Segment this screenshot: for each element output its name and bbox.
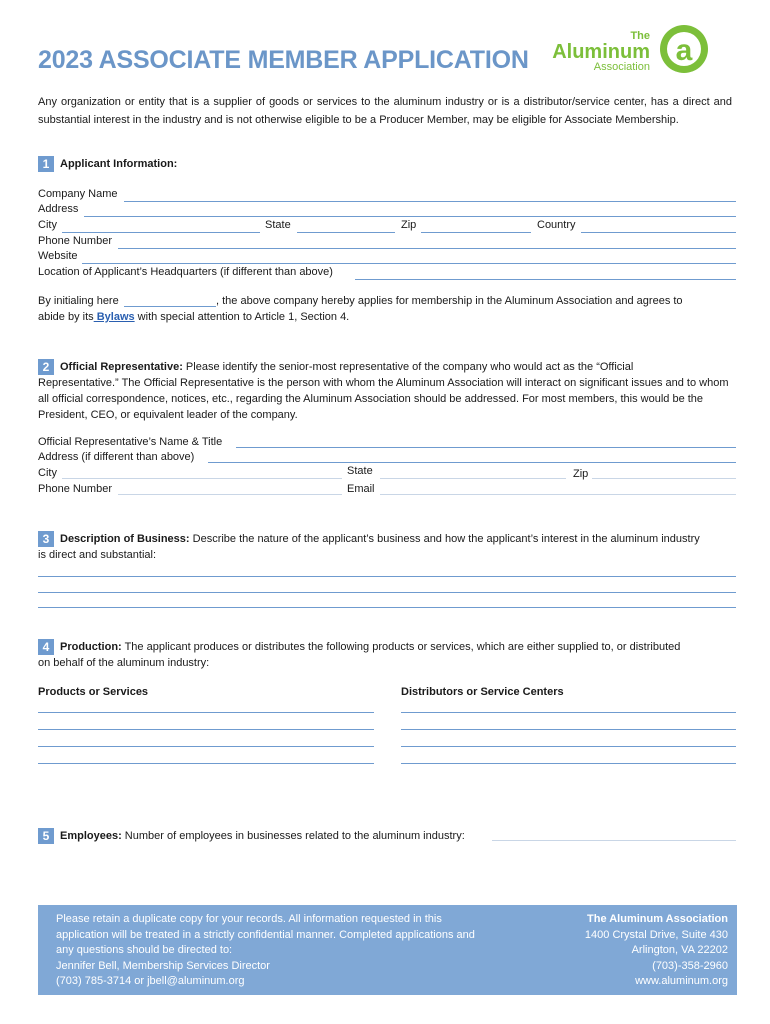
rep-email-label: Email xyxy=(347,483,375,495)
rep-state-field[interactable] xyxy=(380,478,566,479)
section-title: Production: xyxy=(60,641,122,653)
rep-address-field[interactable] xyxy=(208,462,736,463)
website-field[interactable] xyxy=(82,263,736,264)
initial-field[interactable] xyxy=(124,306,216,307)
footer-notice-line: Jennifer Bell, Membership Services Director xyxy=(56,959,270,972)
logo-the-text: The xyxy=(630,30,650,42)
rep-phone-field[interactable] xyxy=(118,494,342,495)
city-field[interactable] xyxy=(62,232,260,233)
section-title: Employees: xyxy=(60,830,122,842)
distributors-line[interactable] xyxy=(401,746,736,747)
section-title: Applicant Information: xyxy=(60,158,178,170)
state-label: State xyxy=(265,219,291,231)
section2-paragraph xyxy=(38,359,736,423)
company-name-label: Company Name xyxy=(38,188,118,200)
section-number: 1 xyxy=(38,156,54,172)
footer-org-name: The Aluminum Association xyxy=(587,913,728,925)
logo-assoc-text: Association xyxy=(593,61,650,73)
phone-field[interactable] xyxy=(118,248,736,249)
footer-notice xyxy=(56,912,516,990)
rep-email-field[interactable] xyxy=(380,494,736,495)
footer-address xyxy=(560,912,728,990)
headquarters-label: Location of Applicant’s Headquarters (if different than above) xyxy=(38,266,333,278)
employees-field[interactable] xyxy=(492,840,736,841)
rep-zip-field[interactable] xyxy=(592,478,736,479)
footer-website: www.aluminum.org xyxy=(635,975,728,987)
aluminum-association-logo xyxy=(546,20,716,80)
bylaws-sentence xyxy=(38,311,349,323)
business-description-line[interactable] xyxy=(38,607,736,608)
initial-text-pre: By initialing here xyxy=(38,295,119,307)
zip-field[interactable] xyxy=(421,232,531,233)
distributors-line[interactable] xyxy=(401,712,736,713)
distributors-line[interactable] xyxy=(401,729,736,730)
section3-text-rest: is direct and substantial: xyxy=(38,549,157,561)
section1-heading xyxy=(38,156,177,172)
rep-name-field[interactable] xyxy=(236,447,736,448)
section5-text: Number of employees in businesses related to the aluminum industry: xyxy=(121,830,465,842)
section-title: Official Representative: xyxy=(60,361,183,373)
section-number: 2 xyxy=(38,359,54,375)
section4-text-rest: on behalf of the aluminum industry: xyxy=(38,657,210,669)
address-field[interactable] xyxy=(84,216,736,217)
rep-address-label: Address (if different than above) xyxy=(38,451,195,463)
company-name-field[interactable] xyxy=(124,201,736,202)
abide-post-text: with special attention to Article 1, Section 4. xyxy=(134,311,350,323)
page-title: 2023 ASSOCIATE MEMBER APPLICATION xyxy=(38,46,529,74)
products-line[interactable] xyxy=(38,729,374,730)
footer-contact-line: (703) 785-3714 or jbell@aluminum.org xyxy=(56,975,245,987)
abide-text: abide by its xyxy=(38,311,94,323)
zip-label: Zip xyxy=(401,219,417,231)
business-description-line[interactable] xyxy=(38,576,736,577)
headquarters-field[interactable] xyxy=(355,279,736,280)
country-label: Country xyxy=(537,219,576,231)
section3-paragraph xyxy=(38,531,736,563)
footer-address-line: Arlington, VA 22202 xyxy=(631,944,728,956)
rep-zip-label: Zip xyxy=(573,468,589,480)
state-field[interactable] xyxy=(297,232,395,233)
logo-name-text: Aluminum xyxy=(552,41,650,63)
footer-notice-line: application will be treated in a strictly confidential manner. Completed applications and xyxy=(56,928,475,941)
section3-text-first: Describe the nature of the applicant’s business and how the applicant’s interest in the aluminum industry xyxy=(189,533,700,545)
rep-city-label: City xyxy=(38,467,57,479)
rep-city-field[interactable] xyxy=(62,478,342,479)
products-line[interactable] xyxy=(38,712,374,713)
phone-label: Phone Number xyxy=(38,235,112,247)
section4-text-first: The applicant produces or distributes the following products or services, which are either supplied to, or distributed xyxy=(121,641,681,653)
website-label: Website xyxy=(38,250,78,262)
footer-notice-line: Please retain a duplicate copy for your records. All information requested in this xyxy=(56,913,442,925)
footer-notice-line: any questions should be directed to: xyxy=(56,944,233,956)
logo-letter: a xyxy=(675,34,693,67)
city-label: City xyxy=(38,219,57,231)
section-number: 4 xyxy=(38,639,54,655)
rep-name-label: Official Representative’s Name & Title xyxy=(38,436,223,448)
rep-state-label: State xyxy=(347,465,373,477)
section5-paragraph xyxy=(38,828,498,844)
country-field[interactable] xyxy=(581,232,736,233)
section2-text-first: Please identify the senior-most representative of the company who would act as the “Official xyxy=(182,361,634,373)
footer-phone: (703)-358-2960 xyxy=(652,959,728,972)
section2-text-rest: Representative.” The Official Representative is the person with whom the Aluminum Association will interact on significant issues and to whom all official correspondence, notices, etc., regarding the Aluminum Association should be addressed. For most members, this would be the President, CEO, or equivalent leader of the company. xyxy=(38,377,729,421)
bylaws-link[interactable]: Bylaws xyxy=(93,311,135,323)
business-description-line[interactable] xyxy=(38,592,736,593)
initial-text-post: , the above company hereby applies for membership in the Aluminum Association and agrees to xyxy=(216,295,683,307)
distributors-line[interactable] xyxy=(401,763,736,764)
section-number: 3 xyxy=(38,531,54,547)
products-line[interactable] xyxy=(38,746,374,747)
products-line[interactable] xyxy=(38,763,374,764)
section-title: Description of Business: xyxy=(60,533,190,545)
intro-paragraph: Any organization or entity that is a supplier of goods or services to the aluminum industry or is a distributor/service center, has a direct and substantial interest in the industry and is not otherwise eligible to be a Producer Member, may be eligible for Associate Membership. xyxy=(38,96,732,126)
products-column-header: Products or Services xyxy=(38,686,149,698)
section4-paragraph xyxy=(38,639,736,671)
address-label: Address xyxy=(38,203,79,215)
distributors-column-header: Distributors or Service Centers xyxy=(401,686,564,698)
rep-phone-label: Phone Number xyxy=(38,483,112,495)
section-number: 5 xyxy=(38,828,54,844)
footer-address-line: 1400 Crystal Drive, Suite 430 xyxy=(584,928,728,941)
